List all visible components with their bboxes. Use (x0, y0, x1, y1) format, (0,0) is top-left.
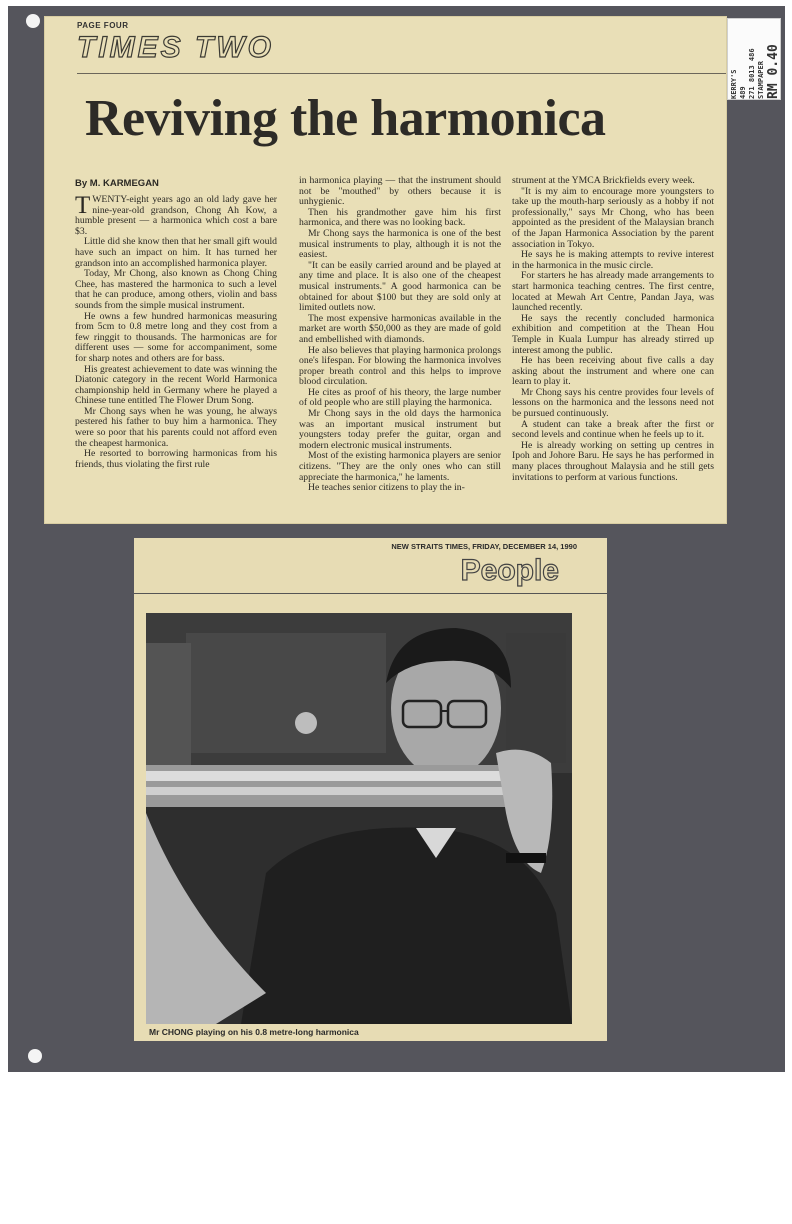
section-rule (134, 593, 607, 594)
page-label: PAGE FOUR (77, 21, 129, 30)
article-paragraph: strument at the YMCA Brickfields every week. (512, 175, 695, 186)
sticker-line: 489 (739, 86, 747, 99)
article-paragraph: He also believes that playing harmonica prolongs one's lifespan. For blowing the harmonica involves proper breath control and this helps to improve blood circulation. (299, 344, 501, 388)
punch-hole (26, 14, 40, 28)
article-paragraph: Mr Chong says in the old days the harmonica was an important musical instrument but youngsters today prefer the guitar, organ and modern electronic musical instruments. (299, 408, 501, 451)
article-paragraph: He owns a few hundred harmonicas measuring from 5cm to 0.8 metre long and they cost from a few ringgit to thousands. The harmonicas are for different uses — some for accompaniment, some for sharp notes and others are for bass. (75, 310, 277, 364)
article-paragraph: He cites as proof of his theory, the large number of old people who are still playing the harmonica. (299, 386, 501, 409)
article-paragraph: He says he is making attempts to revive interest in the harmonica in the music circle. (512, 249, 714, 271)
article-paragraph: For starters he has already made arrangements to start harmonica teaching centres. The first centre, located at Mewah Art Centre, Pandan Jaya, was launched recently. (512, 270, 714, 314)
article-column-1 (75, 176, 277, 470)
article-paragraph: He is already working on setting up centres in Ipoh and Johore Baru. He says he has performed in many places throughout Malaysia and he still gets invitations to perform at various functions. (512, 439, 714, 483)
price-sticker (727, 18, 781, 100)
article-paragraph: "It can be easily carried around and be played at any time and place. It is also one of the cheapest musical instruments." A good harmonica can be obtained for about $100 but they are sold only at limited outlets now. (299, 259, 501, 314)
article-column-3 (512, 176, 714, 483)
article-paragraph: Today, Mr Chong, also known as Chong Ching Chee, has mastered the harmonica to such a level that he can produce, among others, violin and bass sounds from the simple musical instrument. (75, 268, 277, 311)
article-paragraph: Mr Chong says the harmonica is one of the best musical instruments to play, although it is not the easiest. (299, 227, 501, 261)
dateline: NEW STRAITS TIMES, FRIDAY, DECEMBER 14, 1990 (391, 542, 577, 551)
article-paragraph: Mr Chong says his centre provides four levels of lessons on the harmonica and the lessons need not be pursued continuously. (512, 386, 714, 420)
article-paragraph: He has been receiving about five calls a day asking about the instrument and where one can learn to play it. (512, 355, 714, 388)
headline: Reviving the harmonica (85, 90, 606, 147)
article-paragraph: His greatest achievement to date was winning the Diatonic category in the recent World Harmonica championship held in Germany where he played a Chinese tune entitled The Flower Drum Song. (75, 363, 277, 407)
newspaper-clipping-photo (134, 538, 607, 1041)
sticker-price: RM 0.40 (766, 44, 781, 99)
section-rule (77, 73, 726, 74)
section-title-people: People (460, 554, 559, 587)
article-paragraph: A student can take a break after the first or second levels and continue when he feels up to it. (512, 418, 714, 441)
article-column-2 (299, 176, 501, 494)
photo-man-playing-harmonica (146, 613, 572, 1024)
article-paragraph: He teaches senior citizens to play the in- (308, 482, 465, 494)
article-paragraph: "It is my aim to encourage more youngsters to take up the mouth-harp seriously as a hobby if not professionally," says Mr Chong, who has been appointed as the president of the Malaysian branch of the Japan Harmonica Association by the parent association in Tokyo. (512, 185, 714, 250)
photo-caption: Mr CHONG playing on his 0.8 metre-long harmonica (149, 1027, 359, 1037)
sticker-line: 271 8013 486 (748, 48, 756, 99)
article-paragraph: He resorted to borrowing harmonicas from his friends, thus violating the first rule (75, 448, 277, 470)
article-paragraph: in harmonica playing — that the instrument should not be "mouthed" by others because it is unhygienic. (299, 175, 501, 208)
article-paragraph: Most of the existing harmonica players are senior citizens. "They are the only ones who can still appreciate the harmonica," he laments. (299, 450, 501, 483)
section-title: TIMES TWO (77, 31, 274, 64)
article-paragraph: He says the recently concluded harmonica exhibition and competition at the Thean Hou Temple in Kuala Lumpur has already stirred up interest among the public. (512, 312, 714, 356)
punch-hole (28, 1049, 42, 1063)
article-paragraph: Then his grandmother gave him his first harmonica, and there was no looking back. (299, 206, 501, 229)
byline: By M. KARMEGAN (75, 178, 159, 189)
article-paragraph: Little did she know then that her small gift would have such an impact on him. It has turned her grandson into an accomplished harmonica player. (75, 236, 277, 269)
article-paragraph: TWENTY-eight years ago an old lady gave her nine-year-old grandson, Chong Ah Kow, a humble present — a harmonica which cost a bare $3. (75, 192, 277, 237)
sticker-store: KERRY'S (730, 69, 738, 99)
newspaper-clipping-article (45, 17, 726, 523)
photo-illustration (146, 613, 572, 1024)
article-paragraph: Mr Chong says when he was young, he always pestered his father to buy him a harmonica. They were so poor that his parents could not afford even the cheapest harmonica. (75, 405, 277, 449)
sticker-line: STAMPAPER (757, 61, 765, 99)
article-paragraph: The most expensive harmonicas available in the market are worth $50,000 as they are made of gold and embellished with diamonds. (299, 312, 501, 345)
drop-cap: T (75, 192, 91, 219)
